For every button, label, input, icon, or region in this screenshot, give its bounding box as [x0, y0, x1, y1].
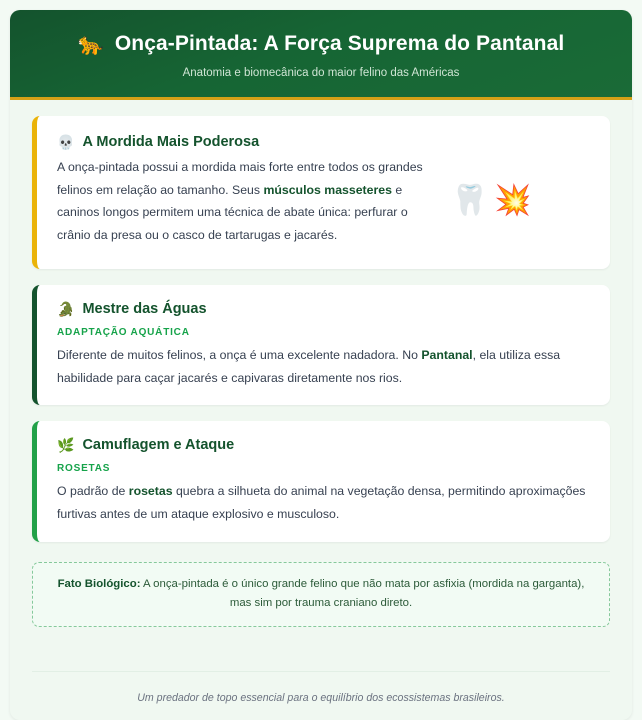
leaf-icon: 🌿 [57, 437, 75, 454]
fact-label: Fato Biológico: [57, 577, 141, 590]
card-content-row [57, 156, 590, 247]
biological-fact-box [32, 562, 610, 627]
card-text: Diferente de muitos felinos, a onça é uma excelente nadadora. No Pantanal, ela utiliza essa habilidade para caçar jacarés e capivaras diretamente nos rios. [57, 347, 561, 385]
page-title: Onça-Pintada: A Força Suprema do Pantanal [114, 32, 565, 55]
card-header [57, 301, 590, 317]
jaguar-icon: 🐆 [77, 32, 104, 56]
card-camouflage [32, 421, 610, 541]
footer-note: Um predador de topo essencial para o equilíbrio dos ecossistemas brasileiros. [32, 671, 610, 720]
card-visual-icons [451, 186, 538, 216]
card-title: A Mordida Mais Poderosa [82, 134, 260, 150]
card-text: O padrão de rosetas quebra a silhueta do animal na vegetação densa, permitindo aproximações furtivas antes de um ataque explosivo e musculoso. [57, 484, 586, 522]
header-title-row [34, 32, 608, 56]
card-header [57, 437, 590, 453]
header-banner [10, 10, 632, 100]
impact-burst-icon: 💥 [494, 184, 532, 218]
card-bite-power [32, 116, 610, 269]
page-subtitle: Anatomia e biomecânica do maior felino das Américas [182, 67, 460, 79]
skull-icon: 💀 [57, 134, 75, 150]
card-title: Camuflagem e Ataque [82, 437, 235, 454]
card-water-master [32, 285, 610, 405]
card-header [57, 134, 590, 150]
card-subtitle: ADAPTAÇÃO AQUÁTICA [57, 326, 190, 338]
fact-text: A onça-pintada é o único grande felino que não mata por asfixia (mordida na garganta), mas sim por trauma craniano direto. [140, 577, 585, 610]
tooth-icon: 🦷 [451, 184, 489, 218]
infographic-sheet [10, 10, 632, 720]
card-text: A onça-pintada possui a mordida mais forte entre todos os grandes felinos em relação ao tamanho. Seus músculos masseteres e caninos longos permitem uma técnica de abate única: perfurar o crânio da presa ou o casco de tartarugas e jacarés. [57, 160, 423, 243]
card-title: Mestre das Águas [82, 300, 207, 317]
crocodile-icon: 🐊 [57, 300, 75, 317]
card-subtitle: ROSETAS [57, 463, 111, 475]
content-body [10, 100, 632, 720]
